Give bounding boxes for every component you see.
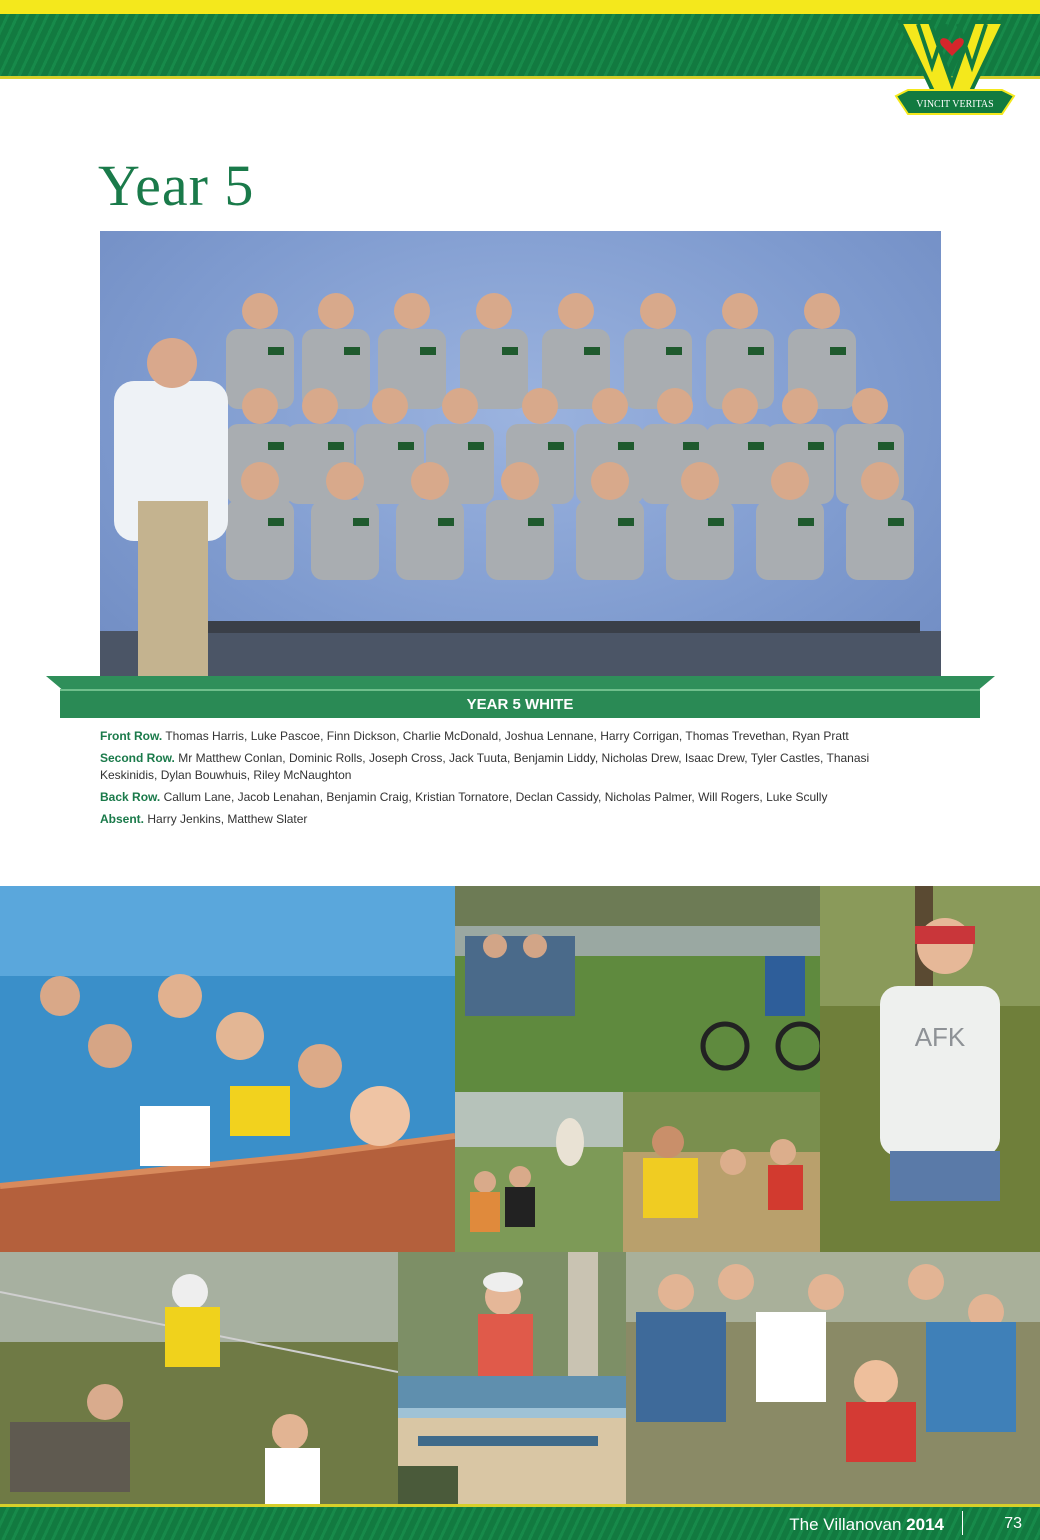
uniform-pocket — [502, 347, 518, 355]
student-head — [861, 462, 899, 500]
photo-high-ropes — [0, 1252, 398, 1504]
page-footer — [0, 1504, 1040, 1540]
student-body — [486, 500, 554, 580]
uniform-pocket — [420, 347, 436, 355]
photo-climbing — [398, 1252, 626, 1376]
header-green-band — [0, 14, 1040, 76]
student-head — [318, 293, 354, 329]
uniform-pocket — [683, 442, 699, 450]
student-body — [666, 500, 734, 580]
student-body — [756, 500, 824, 580]
uniform-pocket — [268, 442, 284, 450]
uniform-pocket — [808, 442, 824, 450]
uniform-pocket — [748, 442, 764, 450]
student-body — [706, 424, 774, 504]
caption-label: Front Row. — [100, 729, 163, 743]
caption-back-row — [100, 789, 920, 806]
student-head — [501, 462, 539, 500]
caption-second-row — [100, 750, 920, 784]
uniform-pocket — [878, 442, 894, 450]
footer-divider — [962, 1511, 963, 1535]
uniform-pocket — [468, 442, 484, 450]
student-head — [522, 388, 558, 424]
uniform-pocket — [888, 518, 904, 526]
photo-swimming-pool — [0, 886, 455, 1252]
caption-names: Callum Lane, Jacob Lenahan, Benjamin Craig, Kristian Tornatore, Declan Cassidy, Nicholas Palmer, Will Rogers, Luke Scully — [163, 790, 828, 804]
crest-motto-text: VINCIT VERITAS — [916, 99, 994, 110]
student-head — [411, 462, 449, 500]
header-gold-line — [0, 76, 1040, 79]
publication-year: 2014 — [906, 1515, 944, 1534]
student-head — [241, 462, 279, 500]
shirt-print-text: AFK — [914, 1022, 966, 1052]
uniform-pocket — [830, 347, 846, 355]
uniform-pocket — [438, 518, 454, 526]
student-body — [311, 500, 379, 580]
class-group-photo — [100, 231, 941, 688]
student-head — [681, 462, 719, 500]
uniform-pocket — [344, 347, 360, 355]
student-head — [242, 388, 278, 424]
caption-label: Absent. — [100, 812, 145, 826]
caption-list — [100, 728, 920, 833]
caption-front-row — [100, 728, 920, 745]
student-head — [326, 462, 364, 500]
footer-publication — [789, 1515, 944, 1535]
uniform-pocket — [328, 442, 344, 450]
student-body — [576, 500, 644, 580]
student-body — [396, 500, 464, 580]
student-head — [722, 388, 758, 424]
photo-owl-show — [455, 1092, 623, 1252]
student-head — [394, 293, 430, 329]
publication-name: The Villanovan — [789, 1515, 902, 1534]
student-head — [302, 388, 338, 424]
student-body — [846, 500, 914, 580]
uniform-pocket — [618, 518, 634, 526]
photo-group-selfie — [626, 1252, 1040, 1504]
page-title: Year 5 — [98, 153, 255, 218]
student-head — [372, 388, 408, 424]
student-head — [852, 388, 888, 424]
student-head — [771, 462, 809, 500]
uniform-pocket — [548, 442, 564, 450]
student-head — [804, 293, 840, 329]
student-head — [476, 293, 512, 329]
student-head — [722, 293, 758, 329]
uniform-pocket — [398, 442, 414, 450]
student-head — [242, 293, 278, 329]
student-body — [226, 500, 294, 580]
student-head — [558, 293, 594, 329]
caption-label: Second Row. — [100, 751, 175, 765]
student-head — [591, 462, 629, 500]
student-head — [442, 388, 478, 424]
uniform-pocket — [618, 442, 634, 450]
student-head — [657, 388, 693, 424]
student-head — [592, 388, 628, 424]
uniform-pocket — [748, 347, 764, 355]
photo-beach — [398, 1376, 626, 1504]
uniform-pocket — [584, 347, 600, 355]
student-head — [640, 293, 676, 329]
uniform-pocket — [268, 347, 284, 355]
uniform-pocket — [353, 518, 369, 526]
class-banner: YEAR 5 WHITE — [60, 689, 980, 718]
photo-boy-with-plant — [820, 886, 1040, 1252]
uniform-pocket — [666, 347, 682, 355]
student-head — [782, 388, 818, 424]
uniform-pocket — [528, 518, 544, 526]
uniform-pocket — [268, 518, 284, 526]
photo-group-activity — [623, 1092, 820, 1252]
header-yellow-band — [0, 0, 1040, 14]
caption-absent — [100, 811, 920, 828]
caption-names: Thomas Harris, Luke Pascoe, Finn Dickson, Charlie McDonald, Joshua Lennane, Harry Corrigan, Thomas Trevethan, Ryan Pratt — [165, 729, 849, 743]
uniform-pocket — [708, 518, 724, 526]
uniform-pocket — [798, 518, 814, 526]
photo-cycling-group — [455, 886, 820, 1092]
school-crest-logo — [890, 14, 1020, 124]
caption-label: Back Row. — [100, 790, 161, 804]
page-number: 73 — [1004, 1515, 1022, 1532]
caption-names: Mr Matthew Conlan, Dominic Rolls, Joseph Cross, Jack Tuuta, Benjamin Liddy, Nicholas Drew, Isaac Drew, Tyler Castles, Thanasi Keskinidis, Dylan Bouwhuis, Riley McNaughton — [100, 751, 870, 782]
student-body — [356, 424, 424, 504]
caption-names: Harry Jenkins, Matthew Slater — [147, 812, 308, 826]
